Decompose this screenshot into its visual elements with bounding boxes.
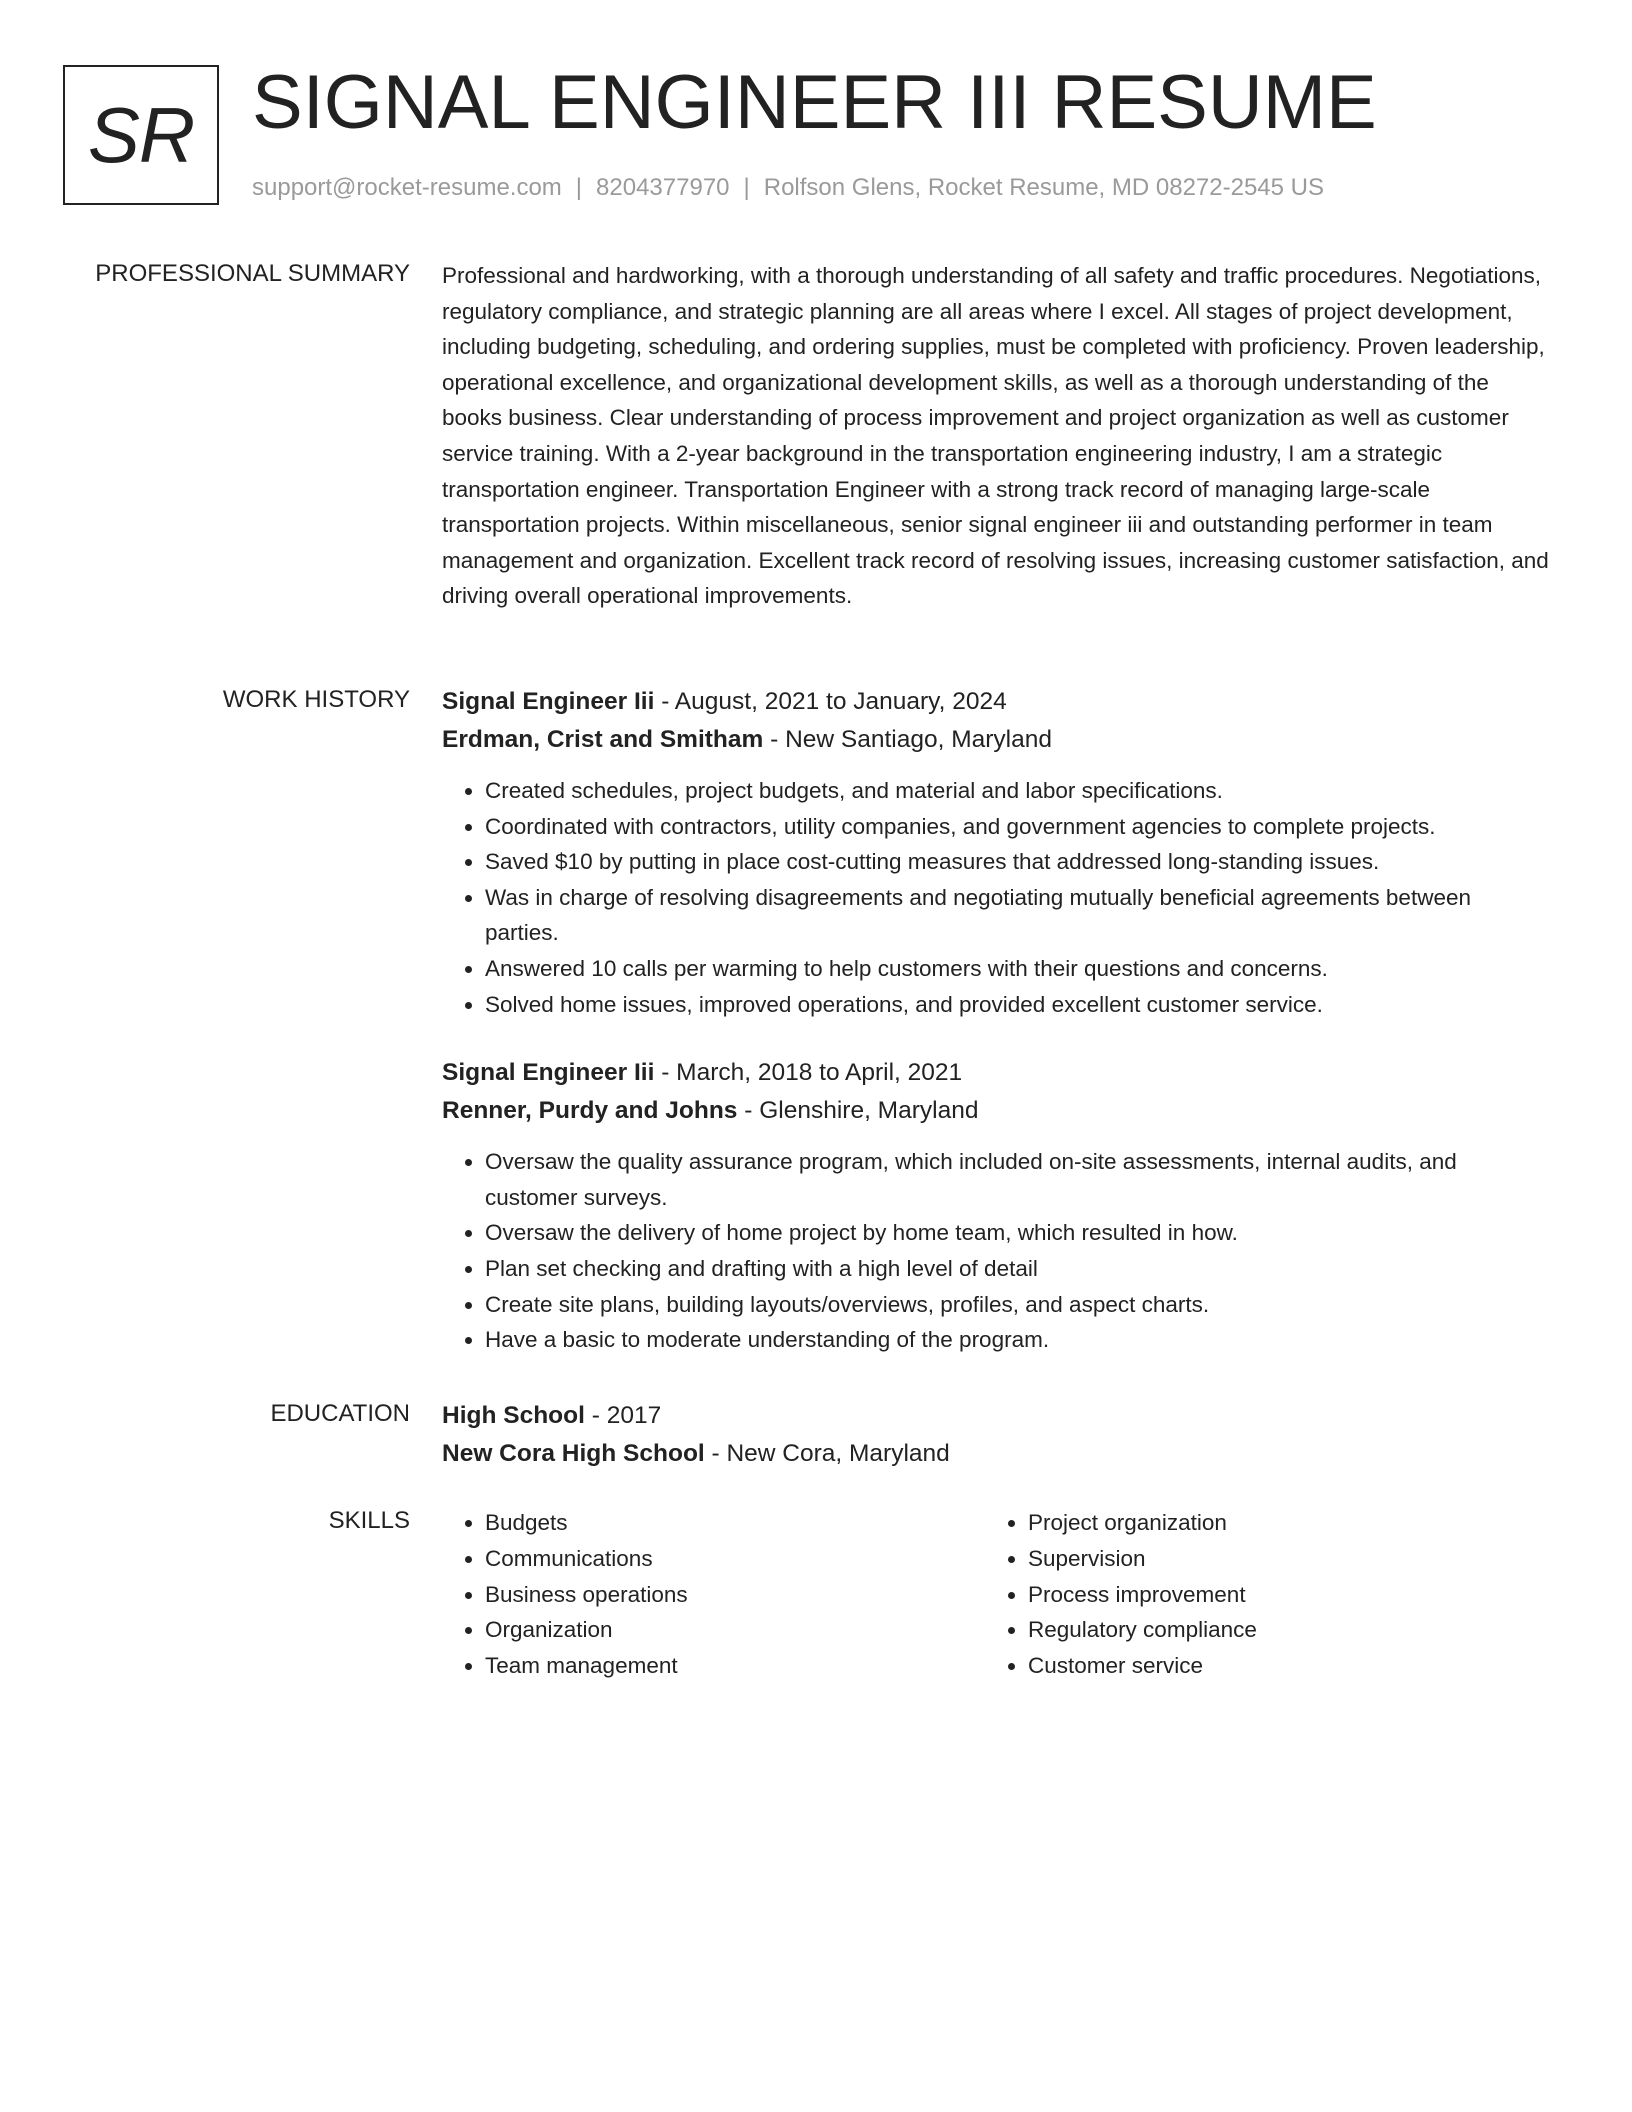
job-location: - Glenshire, Maryland — [737, 1097, 979, 1125]
skill-item: • Regulatory compliance — [1028, 1612, 1528, 1648]
skills-column-right — [985, 1505, 1528, 1684]
education-heading — [442, 1398, 1550, 1434]
skills-list-left — [442, 1505, 985, 1684]
list-item: • Oversaw the delivery of home project by home team, which resulted in how. — [485, 1215, 1550, 1251]
list-item: • Was in charge of resolving disagreements and negotiating mutually beneficial agreements between parties. — [485, 880, 1550, 951]
list-item: • Answered 10 calls per warming to help customers with their questions and concerns. — [485, 951, 1550, 987]
list-item: • Create site plans, building layouts/overviews, profiles, and aspect charts. — [485, 1287, 1550, 1323]
job-company: Erdman, Crist and Smitham — [442, 726, 764, 753]
job-title: Signal Engineer Iii — [442, 688, 655, 715]
education-school: New Cora High School — [442, 1440, 705, 1467]
contact-separator: | — [743, 174, 750, 201]
job-dates: - August, 2021 to January, 2024 — [654, 688, 1007, 715]
education-body — [442, 1398, 1550, 1473]
summary-body — [442, 258, 1550, 614]
contact-line — [252, 172, 1324, 204]
list-item: • Created schedules, project budgets, and material and labor specifications. — [485, 773, 1550, 809]
summary-text: Professional and hardworking, with a thorough understanding of all safety and traffic procedures. Negotiations, regulatory compliance, and strategic planning are all areas where I excel. All stages of project development, including budgeting, scheduling, and ordering supplies, must be completed with proficiency. Proven leadership, operational excellence, and organizational development skills, as well as a thorough understanding of the books business. Clear understanding of process improvement and project organization as well as customer service training. With a 2-year background in the transportation engineering industry, I am a strategic transportation engineer. Transportation Engineer with a strong track record of managing large-scale transportation projects. Within miscellaneous, senior signal engineer iii and outstanding performer in team management and organization. Excellent track record of resolving issues, increasing customer satisfaction, and driving overall operational improvements. — [442, 263, 1549, 609]
job-company: Renner, Purdy and Johns — [442, 1097, 738, 1125]
section-label-skills: SKILLS — [328, 1507, 410, 1534]
skills-body — [442, 1505, 1550, 1684]
job-entry — [442, 1055, 1550, 1358]
skill-item: • Organization — [485, 1612, 985, 1648]
job-employer — [442, 720, 1550, 759]
education-year: - 2017 — [584, 1402, 662, 1429]
job-entry — [442, 684, 1550, 1022]
list-item: • Coordinated with contractors, utility companies, and government agencies to complete projects. — [485, 809, 1550, 845]
job-employer — [442, 1091, 1550, 1130]
contact-separator: | — [575, 174, 583, 201]
skill-item: • Team management — [485, 1648, 985, 1684]
skills-list-right — [985, 1505, 1528, 1684]
skill-item: • Business operations — [485, 1577, 985, 1613]
education-location: - New Cora, Maryland — [704, 1440, 950, 1467]
job-bullet-list — [442, 773, 1550, 1022]
section-label-education: EDUCATION — [270, 1400, 410, 1427]
job-bullet-list — [442, 1144, 1550, 1358]
section-label-work-history: WORK HISTORY — [222, 686, 410, 713]
education-school-line — [442, 1434, 1550, 1473]
skill-item: • Budgets — [485, 1505, 985, 1541]
job-dates: - March, 2018 to April, 2021 — [654, 1059, 963, 1087]
skill-item: • Communications — [485, 1541, 985, 1577]
skill-item: • Customer service — [1028, 1648, 1528, 1684]
skills-columns — [442, 1505, 1550, 1684]
list-item: • Saved $10 by putting in place cost-cutting measures that addressed long-standing issues. — [485, 844, 1550, 880]
job-location: - New Santiago, Maryland — [763, 726, 1052, 753]
list-item: • Have a basic to moderate understanding of the program. — [485, 1322, 1550, 1358]
job-heading — [442, 684, 1550, 720]
job-heading — [442, 1055, 1550, 1091]
skill-item: • Project organization — [1028, 1505, 1528, 1541]
list-item: • Solved home issues, improved operations, and provided excellent customer service. — [485, 987, 1550, 1023]
education-degree: High School — [442, 1402, 585, 1429]
contact-phone: 8204377970 — [596, 174, 730, 201]
skill-item: • Supervision — [1028, 1541, 1528, 1577]
job-title: Signal Engineer Iii — [442, 1059, 655, 1087]
section-label-summary: PROFESSIONAL SUMMARY — [95, 260, 410, 287]
resume-title: SIGNAL ENGINEER III RESUME — [252, 60, 1377, 145]
list-item: • Plan set checking and drafting with a high level of detail — [485, 1251, 1550, 1287]
monogram-logo: SR — [63, 65, 219, 205]
contact-address: Rolfson Glens, Rocket Resume, MD 08272-2545 US — [763, 174, 1325, 201]
list-item: • Oversaw the quality assurance program, which included on-site assessments, internal audits, and customer surveys. — [485, 1144, 1550, 1215]
skill-item: • Process improvement — [1028, 1577, 1528, 1613]
work-history-body — [442, 684, 1550, 1358]
contact-email: support@rocket-resume.com — [252, 174, 562, 201]
skills-column-left — [442, 1505, 985, 1684]
